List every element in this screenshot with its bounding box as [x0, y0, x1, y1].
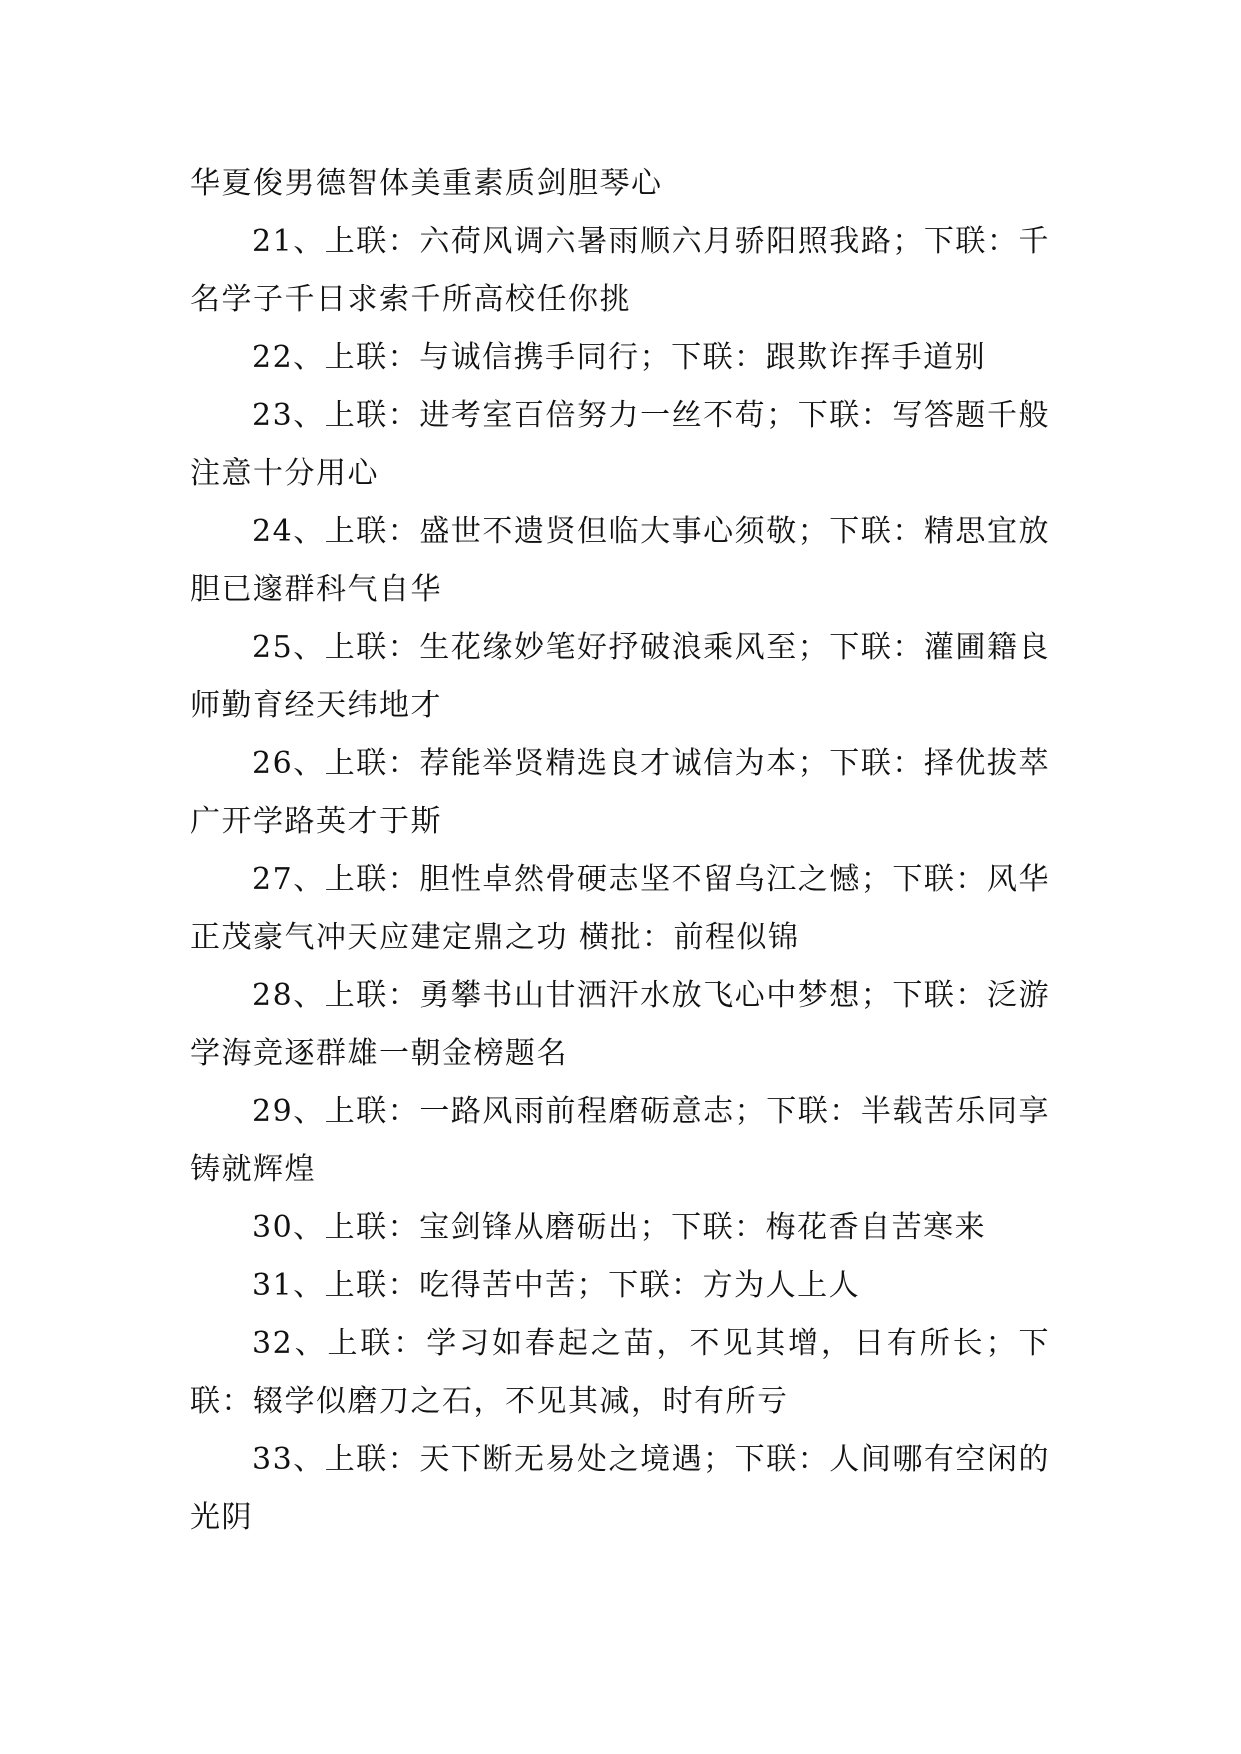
couplet-25: 25、上联：生花缘妙笔好抒破浪乘风至；下联：灌圃籍良师勤育经天纬地才: [190, 630, 1050, 723]
couplet-32: 32、上联：学习如春起之苗，不见其增，日有所长；下联：辍学似磨刀之石，不见其减，时有所亏: [190, 1326, 1050, 1419]
couplet-28: 28、上联：勇攀书山甘洒汗水放飞心中梦想；下联：泛游学海竞逐群雄一朝金榜题名: [190, 978, 1050, 1071]
document-body: [190, 155, 1050, 1547]
couplet-27: 27、上联：胆性卓然骨硬志坚不留乌江之憾；下联：风华正茂豪气冲天应建定鼎之功 横批：前程似锦: [190, 862, 1050, 955]
couplet-33: 33、上联：天下断无易处之境遇；下联：人间哪有空闲的光阴: [190, 1442, 1050, 1535]
couplet-22: 22、上联：与诚信携手同行；下联：跟欺诈挥手道别: [252, 340, 987, 375]
couplet-31: 31、上联：吃得苦中苦；下联：方为人上人: [252, 1268, 861, 1303]
couplet-29: 29、上联：一路风雨前程磨砺意志；下联：半载苦乐同享铸就辉煌: [190, 1094, 1050, 1187]
couplet-30: 30、上联：宝剑锋从磨砺出；下联：梅花香自苦寒来: [252, 1210, 987, 1245]
couplet-21: 21、上联：六荷风调六暑雨顺六月骄阳照我路；下联：千名学子千日求索千所高校任你挑: [190, 224, 1050, 317]
couplet-24: 24、上联：盛世不遗贤但临大事心须敬；下联：精思宜放胆已邃群科气自华: [190, 514, 1050, 607]
couplet-26: 26、上联：荐能举贤精选良才诚信为本；下联：择优拔萃广开学路英才于斯: [190, 746, 1050, 839]
couplet-23: 23、上联：进考室百倍努力一丝不苟；下联：写答题千般注意十分用心: [190, 398, 1050, 491]
paragraph-continuation: 华夏俊男德智体美重素质剑胆琴心: [190, 166, 663, 201]
